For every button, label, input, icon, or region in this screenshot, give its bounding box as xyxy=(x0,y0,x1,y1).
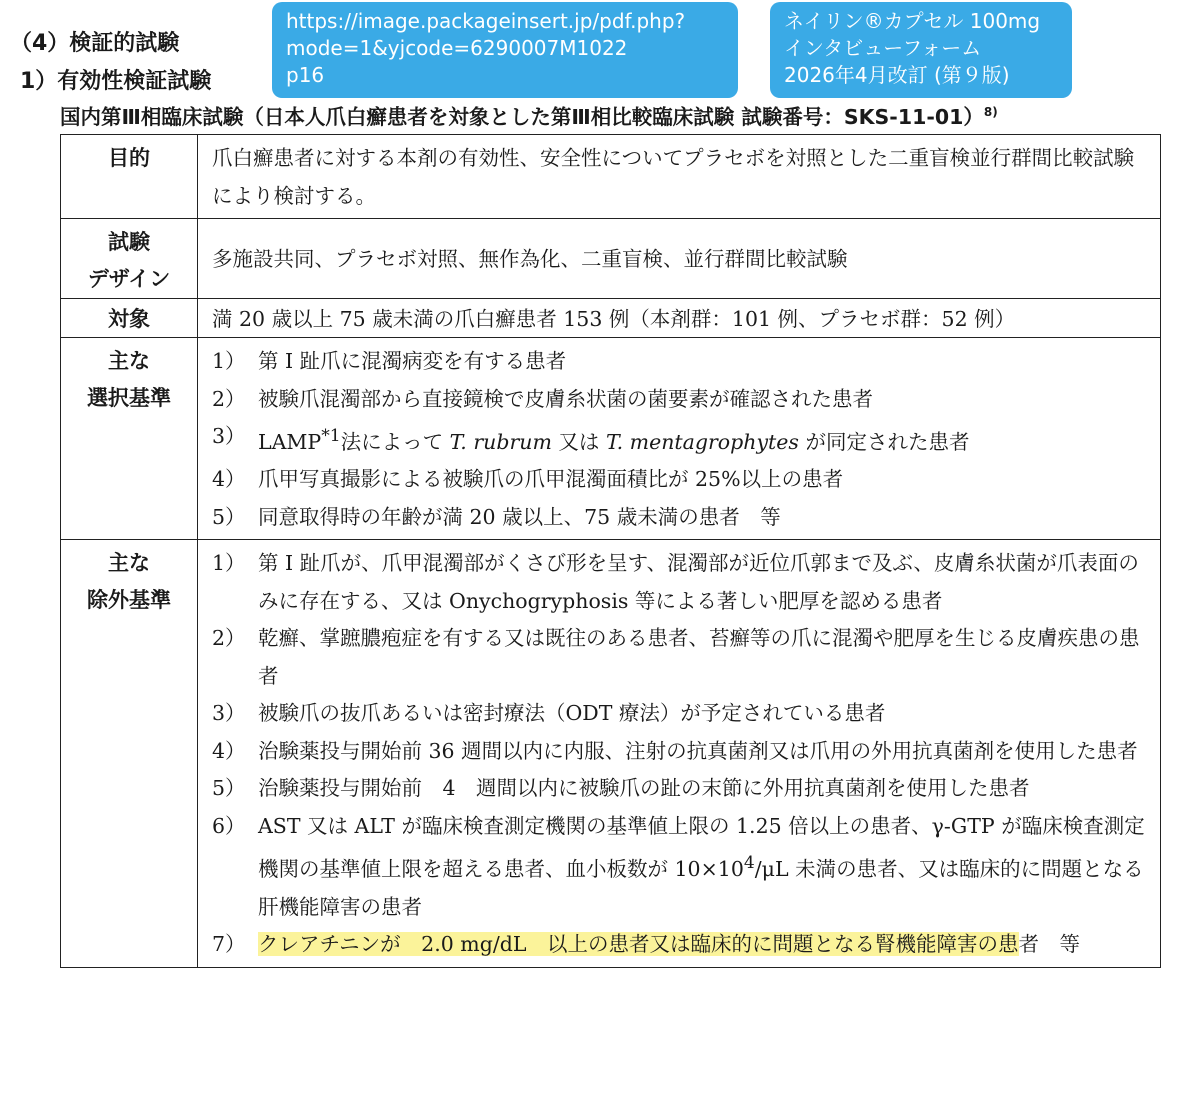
species-name: T. rubrum xyxy=(449,429,552,454)
drug-line-2: インタビューフォーム xyxy=(784,36,982,60)
trial-title xyxy=(60,100,998,130)
item-number: 2） xyxy=(212,626,246,651)
item-text: 第 I 趾爪が、爪甲混濁部がくさび形を呈す、混濁部が近位爪郭まで及ぶ、皮膚糸状菌が爪表面のみに存在する、又は Onychogryphosis 等による著しい肥厚を認める患者 xyxy=(258,551,1139,613)
url-line-2: mode=1&yjcode=6290007M1022 xyxy=(286,36,628,60)
url-line-3: p16 xyxy=(286,63,325,87)
item-number: 6） xyxy=(212,813,246,838)
footnote-marker: *1 xyxy=(321,426,341,446)
drug-line-3: 2026年4月改訂 (第９版) xyxy=(784,63,1010,87)
list-item xyxy=(212,343,1150,381)
item-number: 1） xyxy=(212,349,246,373)
design-label-line-1: 試験 xyxy=(108,230,150,254)
trial-table xyxy=(60,134,1161,968)
list-item xyxy=(212,620,1150,695)
item-number: 1） xyxy=(212,551,246,576)
item-text: 乾癬、掌蹠膿疱症を有する又は既往のある患者、苔癬等の爪に混濁や肥厚を生じる皮膚疾患の患者 xyxy=(258,626,1140,688)
item-text-part: が同定された患者 xyxy=(798,429,970,454)
item-text-part: 法によって xyxy=(340,429,450,454)
highlighted-text: クレアチニンが 2.0 mg/dL 以上の患者又は臨床的に問題となる腎機能障害の患 xyxy=(258,932,1019,957)
exclusion-list xyxy=(198,540,1161,967)
subject-label: 対象 xyxy=(61,299,198,338)
trial-reference: 8) xyxy=(983,105,998,120)
exponent: 4 xyxy=(743,853,755,874)
purpose-label: 目的 xyxy=(61,135,198,219)
exclusion-row xyxy=(61,540,1161,967)
item-text: 第 I 趾爪に混濁病変を有する患者 xyxy=(258,349,567,373)
item-number: 3） xyxy=(212,424,246,448)
url-callout xyxy=(272,2,738,98)
list-item xyxy=(212,545,1150,620)
subsection-heading: 1）有効性検証試験 xyxy=(20,69,212,94)
item-number: 7） xyxy=(212,932,246,957)
list-item xyxy=(212,381,1150,419)
purpose-text: 爪白癬患者に対する本剤の有効性、安全性についてプラセボを対照とした二重盲検並行群間比較試験により検討する。 xyxy=(198,135,1161,219)
item-number: 4） xyxy=(212,467,246,492)
item-text xyxy=(258,926,1150,964)
url-line-1: https://image.packageinsert.jp/pdf.php? xyxy=(286,9,686,33)
item-text-part: /μL 未満の患者、又は臨床的に問題となる肝機能障害の患者 xyxy=(258,857,1144,919)
section-heading: （4）検証的試験 xyxy=(10,31,180,56)
drug-line-1: ネイリン®カプセル 100mg xyxy=(784,9,1041,33)
drug-callout xyxy=(770,2,1072,98)
item-number: 4） xyxy=(212,738,246,763)
inclusion-list xyxy=(198,338,1161,540)
design-label xyxy=(61,219,198,299)
exclusion-label xyxy=(61,540,198,967)
design-text: 多施設共同、プラセボ対照、無作為化、二重盲検、並行群間比較試験 xyxy=(198,219,1161,299)
item-text: 治験薬投与開始前 4 週間以内に被験爪の趾の末節に外用抗真菌剤を使用した患者 xyxy=(258,776,1030,801)
design-label-line-2: デザイン xyxy=(87,267,171,291)
item-text xyxy=(258,418,1150,461)
item-text-part: 又は xyxy=(551,429,606,454)
subject-row xyxy=(61,299,1161,338)
item-text: 被験爪混濁部から直接鏡検で皮膚糸状菌の菌要素が確認された患者 xyxy=(258,386,873,411)
item-number: 5） xyxy=(212,504,246,529)
list-item xyxy=(212,461,1150,499)
inclusion-label xyxy=(61,338,198,540)
item-text: 治験薬投与開始前 36 週間以内に内服、注射の抗真菌剤又は爪用の外用抗真菌剤を使用した患者 xyxy=(258,738,1138,763)
list-item xyxy=(212,499,1150,537)
list-item xyxy=(212,695,1150,733)
inclusion-row xyxy=(61,338,1161,540)
list-item xyxy=(212,733,1150,771)
subject-text: 満 20 歳以上 75 歳未満の爪白癬患者 153 例（本剤群：101 例、プラセボ群：52 例） xyxy=(198,299,1161,338)
item-text: 被験爪の抜爪あるいは密封療法（ODT 療法）が予定されている患者 xyxy=(258,701,886,726)
item-text-part: AST 又は ALT が臨床検査測定機関の基準値上限の 1.25 倍以上の患者、γ-GTP が臨床検査測定機関の基準値上限を超える患者、血小板数が 10×10 xyxy=(258,813,1145,882)
inclusion-label-line-1: 主な xyxy=(108,349,150,373)
list-item xyxy=(212,808,1150,926)
item-text: 同意取得時の年齢が満 20 歳以上、75 歳未満の患者 等 xyxy=(258,504,781,529)
list-item xyxy=(212,926,1150,964)
item-number: 5） xyxy=(212,776,246,801)
exclusion-label-line-2: 除外基準 xyxy=(87,588,171,613)
trial-title-text: 国内第Ⅲ相臨床試験（日本人爪白癬患者を対象とした第Ⅲ相比較臨床試験 試験番号：SKS-11-01） xyxy=(60,105,984,129)
lamp-text: LAMP xyxy=(258,429,322,454)
exclusion-label-line-1: 主な xyxy=(108,551,150,576)
item-number: 3） xyxy=(212,701,246,726)
item-number: 2） xyxy=(212,386,246,411)
item-text: 爪甲写真撮影による被験爪の爪甲混濁面積比が 25%以上の患者 xyxy=(258,467,844,492)
item-text xyxy=(258,808,1150,926)
item-text-part: 者 等 xyxy=(1018,932,1081,957)
list-item xyxy=(212,770,1150,808)
purpose-row xyxy=(61,135,1161,219)
inclusion-label-line-2: 選択基準 xyxy=(87,386,171,410)
list-item xyxy=(212,418,1150,461)
species-name: T. mentagrophytes xyxy=(605,429,799,454)
design-row xyxy=(61,219,1161,299)
